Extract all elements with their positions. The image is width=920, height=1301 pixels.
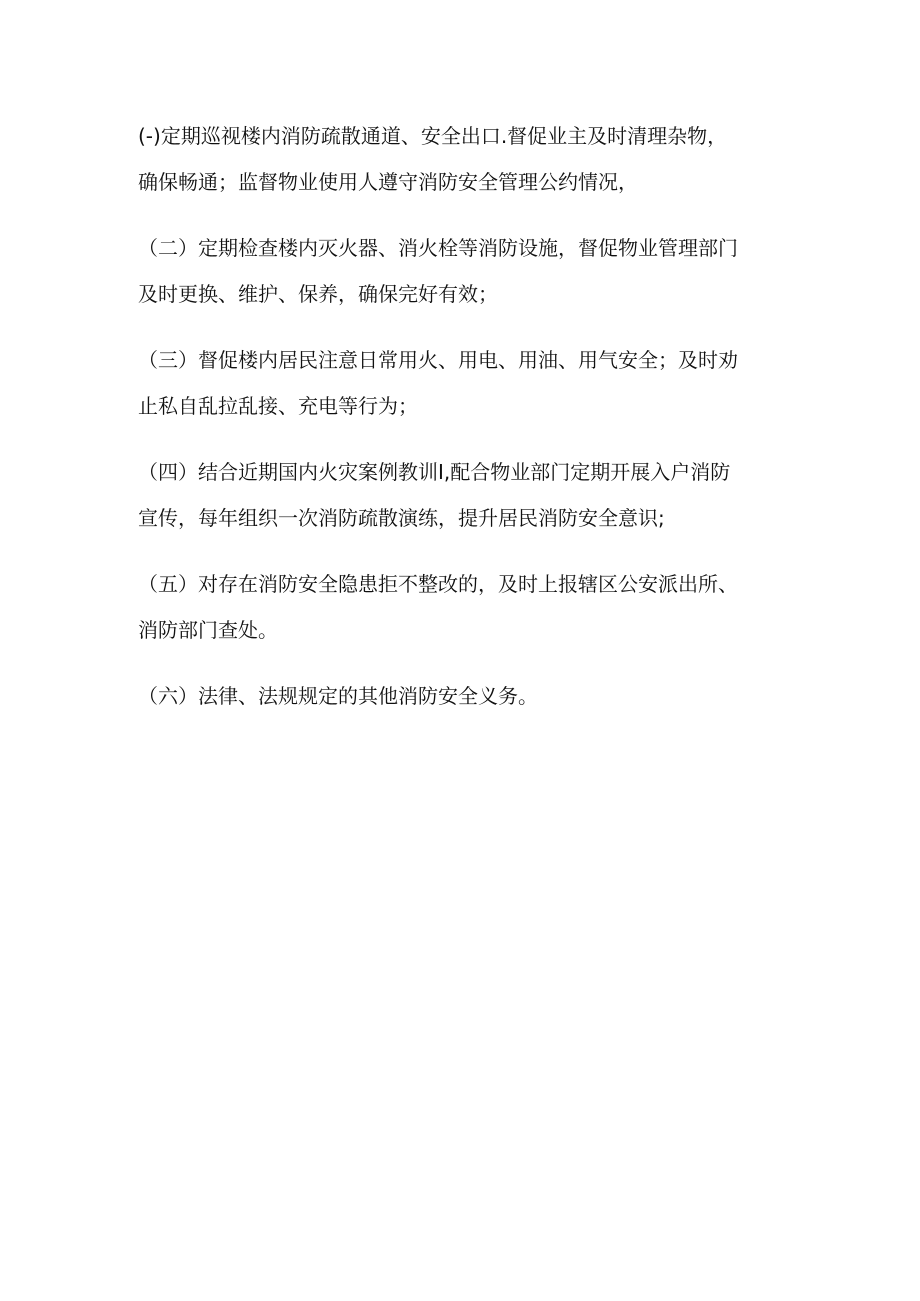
paragraph-line: 止私自乱拉乱接、充电等行为；: [138, 394, 418, 418]
paragraph-line: （五）对存在消防安全隐患拒不整改的，及时上报辖区公安派出所、: [138, 572, 738, 596]
paragraph-line: （四）结合近期国内火灾案例教训Ⅰ,配合物业部门定期开展入户消防: [138, 460, 731, 484]
paragraph-line: (-)定期巡视楼内消防疏散通道、安全出口.督促业主及时清理杂物，: [138, 124, 728, 148]
paragraph-line: （三）督促楼内居民注意日常用火、用电、用油、用气安全；及时劝: [138, 348, 738, 372]
paragraph-duty-1: [138, 113, 806, 205]
paragraph-line: 宣传，每年组织一次消防疏散演练，提升居民消防安全意识;: [138, 506, 665, 530]
paragraph-duty-2: [138, 225, 806, 317]
paragraph-line: 确保畅通；监督物业使用人遵守消防安全管理公约情况，: [138, 170, 638, 194]
paragraph-line: 消防部门查处。: [138, 618, 278, 642]
paragraph-duty-5: [138, 561, 806, 653]
paragraph-duty-3: [138, 337, 806, 429]
paragraph-duty-4: [138, 449, 806, 541]
paragraph-duty-6: [138, 673, 806, 719]
document-body: [138, 113, 806, 739]
paragraph-line: 及时更换、维护、保养，确保完好有效；: [138, 282, 498, 306]
paragraph-line: （六）法律、法规规定的其他消防安全义务。: [138, 684, 538, 708]
paragraph-line: （二）定期检查楼内灭火器、消火栓等消防设施，督促物业管理部门: [138, 236, 738, 260]
